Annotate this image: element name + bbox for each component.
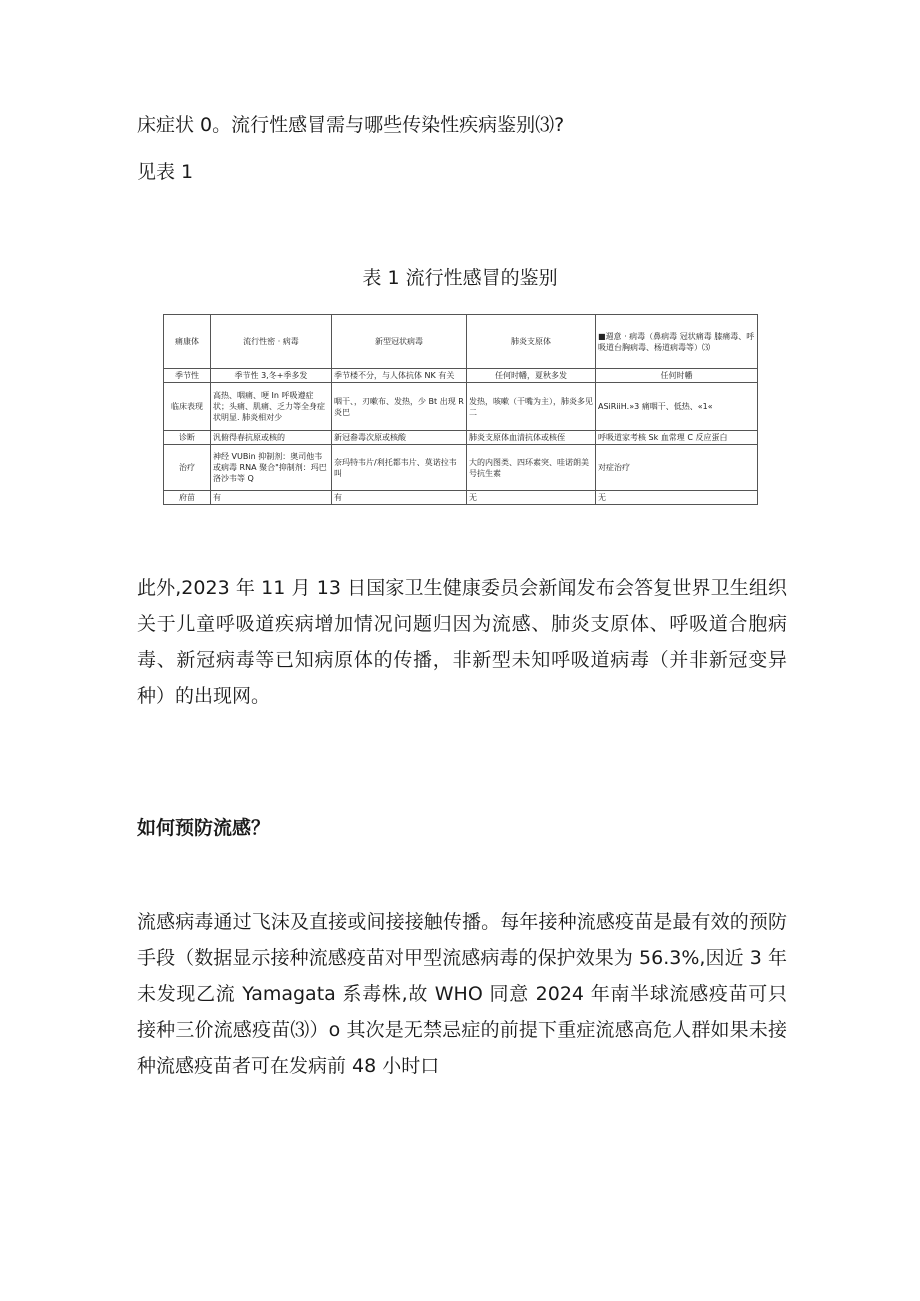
table-cell: 汎俯得春抗原或核的: [211, 431, 332, 445]
table-row: [164, 383, 758, 431]
table-cell: 任何时幡，夏秋多发: [467, 369, 596, 383]
table-cell: 季节性: [164, 369, 211, 383]
table-caption: 表 1 流行性感冒的鉴别: [362, 267, 558, 289]
table-header-cell: ■週意 · 病毒（鼻病毒 冠状痛毒 膝痛毒、呼吸道台胸病毒、杨道病毒等）⑶: [596, 315, 758, 369]
table-cell: 季节楼不分，与人体抗体 NK 有关: [332, 369, 467, 383]
table-header-cell: 新型冠状病毒: [332, 315, 467, 369]
intro-line-2: 见表 1: [137, 161, 194, 183]
table-cell: 呼吸道家考核 Sk 血常理 C 反应蛋白: [596, 431, 758, 445]
table-cell: 无: [596, 491, 758, 505]
table-cell: 有: [211, 491, 332, 505]
paragraph-prevention: 流感病毒通过飞沫及直接或间接接触传播。每年接种流感疫苗是最有效的预防手段（数据显示接种流感疫苗对甲型流感病毒的保护效果为 56.3%,因近 3 年未发现乙流 Yamagata 系毒株,故 WHO 同意 2024 年南半球流感疫苗可只接种三价流感疫苗⑶）o 其次是无禁忌症的前提下重症流感高危人群如果未接种流感疫苗者可在发病前 48 小时口: [137, 911, 787, 1077]
table-header-cell: 流行性密 · 病毒: [211, 315, 332, 369]
table-cell: 新冠畚毒次原或核酸: [332, 431, 467, 445]
table-header-cell: 肺炎支原体: [467, 315, 596, 369]
table-cell: 府苗: [164, 491, 211, 505]
table-cell: 发热，咳嗽（干嘴为主），肺炎多见二: [467, 383, 596, 431]
table-cell: 季节性 3,冬+季多发: [211, 369, 332, 383]
table-row: [164, 445, 758, 491]
section-heading: 如何预防流感？: [137, 817, 271, 839]
table-cell: 肺炎支原体血清抗体或核侄: [467, 431, 596, 445]
table-cell: 诊断: [164, 431, 211, 445]
table-cell: 治疗: [164, 445, 211, 491]
table-row: [164, 491, 758, 505]
differential-table: [163, 314, 758, 505]
table-cell: 大的内图类、四环素突、哇诺朗美号抗生素: [467, 445, 596, 491]
table-cell: ASiRiiH.»3 痛咽干、低热、«1«: [596, 383, 758, 431]
table-cell: 临床表现: [164, 383, 211, 431]
table-cell: 无: [467, 491, 596, 505]
table-cell: 任何时幡: [596, 369, 758, 383]
table-cell: 对症治疗: [596, 445, 758, 491]
table-cell: 咽干、，刃嗽布、发热，少 Bt 出现 R 炎巴: [332, 383, 467, 431]
table-row: [164, 369, 758, 383]
table-cell: 奈玛特韦片/利托都韦片、莫诺拉韦叫: [332, 445, 467, 491]
table-header-row: [164, 315, 758, 369]
table-cell: 神经 VUBin 抑制剂：奥司他韦或病毒 RNA 聚合"抑制剂：玛巴洛沙韦等 Q: [211, 445, 332, 491]
table-row: [164, 431, 758, 445]
table-header-cell: 痛康体: [164, 315, 211, 369]
table-cell: 有: [332, 491, 467, 505]
intro-line-1: 床症状 0。流行性感冒需与哪些传染性疾病鉴别⑶?: [137, 114, 565, 136]
table-cell: 高热、咽痛、哽 In 呼吸遵症状；头痛、肌痛、乏力等全身症状明显. 肺炎相对少: [211, 383, 332, 431]
paragraph-who-response: 此外,2023 年 11 月 13 日国家卫生健康委员会新闻发布会答复世界卫生组织关于儿童呼吸道疾病增加情况问题归因为流感、肺炎支原体、呼吸道合胞病毒、新冠病毒等已知病原体的传播，非新型未知呼吸道病毒（并非新冠变异种）的出现网。: [137, 577, 787, 707]
